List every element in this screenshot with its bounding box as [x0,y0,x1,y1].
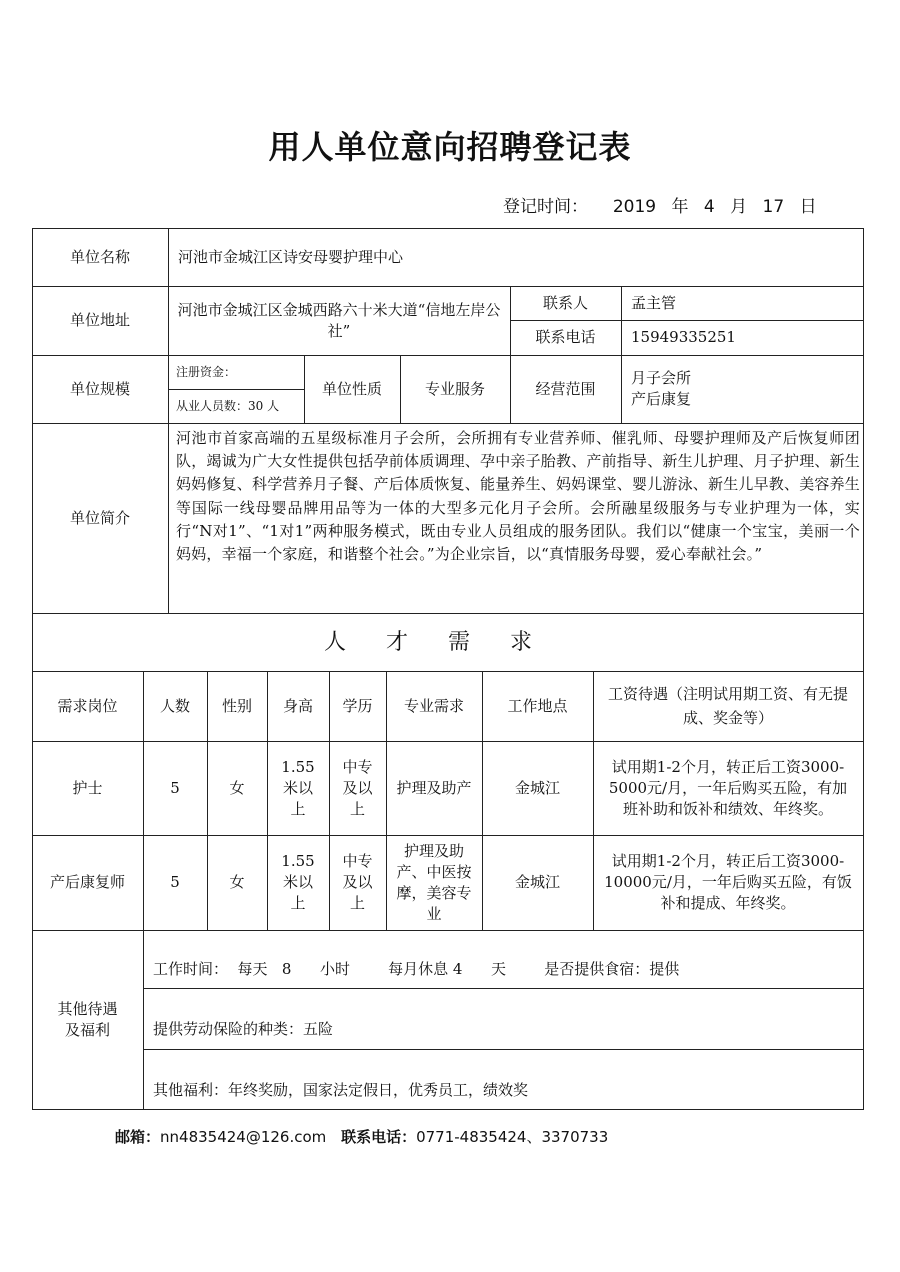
count: 5 [170,873,180,891]
insurance-type: 提供劳动保险的种类：五险 [153,1020,334,1038]
date-year-unit: 年 [671,197,689,217]
other-welfare: 其他福利：年终奖励，国家法定假日，优秀员工，绩效奖 [153,1081,529,1099]
work-time: 工作时间： 每天 8 小时 每月休息 4 天 是否提供食宿：提供 [153,959,680,978]
footer-contact [115,1126,608,1147]
work-place: 金城江 [514,873,560,891]
date-day: 17 [762,197,785,217]
column-header: 工作地点 [507,696,568,715]
unit-name-label: 单位名称 [69,247,130,266]
talent-demand-header [32,613,864,671]
business-scope-label: 经营范围 [535,379,596,398]
gender: 女 [229,778,245,797]
registration-date [503,192,817,217]
unit-scale-label: 单位规模 [69,379,130,398]
unit-intro-label: 单位简介 [69,508,130,527]
unit-nature-value: 专业服务 [424,379,485,398]
count: 5 [170,778,180,797]
column-header: 专业需求 [403,696,464,715]
business-scope-item: 产后康复 [631,390,692,408]
contact-label: 联系人 [542,293,588,312]
height: 1.55米以上 [281,852,315,912]
major: 护理及助产 [396,778,472,797]
date-month: 4 [703,197,715,217]
work-place: 金城江 [514,778,560,797]
column-header: 身高 [282,696,313,715]
unit-address-value: 河池市金城江区金城西路六十米大道“信地左岸公社” [177,300,501,340]
unit-name-value: 河池市金城江区诗安母婴护理中心 [178,247,404,266]
contact-value: 孟主管 [631,293,677,312]
unit-nature-label: 单位性质 [321,379,382,398]
salary: 试用期1-2个月，转正后工资3000-5000元/月，一年后购买五险，有加班补助和饭补和绩效、年终奖。 [608,757,848,818]
phone-value: 15949335251 [631,328,736,346]
business-scope-value [631,368,861,410]
column-header: 人数 [159,696,190,715]
column-header: 需求岗位 [57,696,118,715]
column-header: 性别 [221,696,252,715]
education: 中专及以上 [342,757,373,818]
talent-demand-title: 人才需求 [323,629,572,655]
column-header: 工资待遇（注明试用期工资、有无提成、奖金等） [607,685,848,727]
height: 1.55米以上 [281,757,315,818]
email-value: nn4835424@126.com [160,1128,327,1146]
gender: 女 [229,873,245,891]
email-label: 邮箱： [115,1128,161,1146]
post: 产后康复师 [49,873,125,891]
business-scope-item: 月子会所 [631,369,692,387]
major: 护理及助产、中医按摩，美容专业 [396,841,472,923]
date-month-unit: 月 [730,197,748,217]
date-label: 登记时间： [503,197,588,217]
footer-phone-label: 联系电话： [341,1128,417,1146]
page-title: 用人单位意向招聘登记表 [268,128,632,166]
unit-intro-text: 河池市首家高端的五星级标准月子会所，会所拥有专业营养师、催乳师、母婴护理师及产后恢复师团队，竭诚为广大女性提供包括孕前体质调理、孕中亲子胎教、产前指导、新生儿护理、月子护理、新生妈妈修复、科学营养月子餐、产后体质恢复、能量养生、妈妈课堂、婴儿游泳、新生儿早教、美容养生等国际一线母婴品牌用品等为一体的大型多元化月子会所。会所融星级服务与专业护理为一体，实行“N对1”、“1对1”两种服务模式，既由专业人员组成的服务团队。我们以“健康一个宝宝，美丽一个妈妈，幸福一个家庭，和谐整个社会。”为企业宗旨，以“真情服务母婴，爱心奉献社会。” [176,429,861,564]
column-header: 学历 [342,696,373,715]
footer-phone-value: 0771-4835424、3370733 [416,1128,609,1146]
registered-capital-label: 注册资金： [176,365,237,379]
phone-label: 联系电话 [535,328,596,346]
date-year: 2019 [612,197,657,217]
unit-address-label: 单位地址 [69,311,130,329]
education: 中专及以上 [342,852,373,912]
salary: 试用期1-2个月，转正后工资3000-10000元/月，一年后购买五险，有饭补和提成、年终奖。 [604,852,852,912]
staff-count: 从业人员数：30 人 [176,399,280,413]
date-day-unit: 日 [799,197,817,217]
post: 护士 [72,778,103,797]
welfare-label: 其他待遇及福利 [57,999,118,1039]
